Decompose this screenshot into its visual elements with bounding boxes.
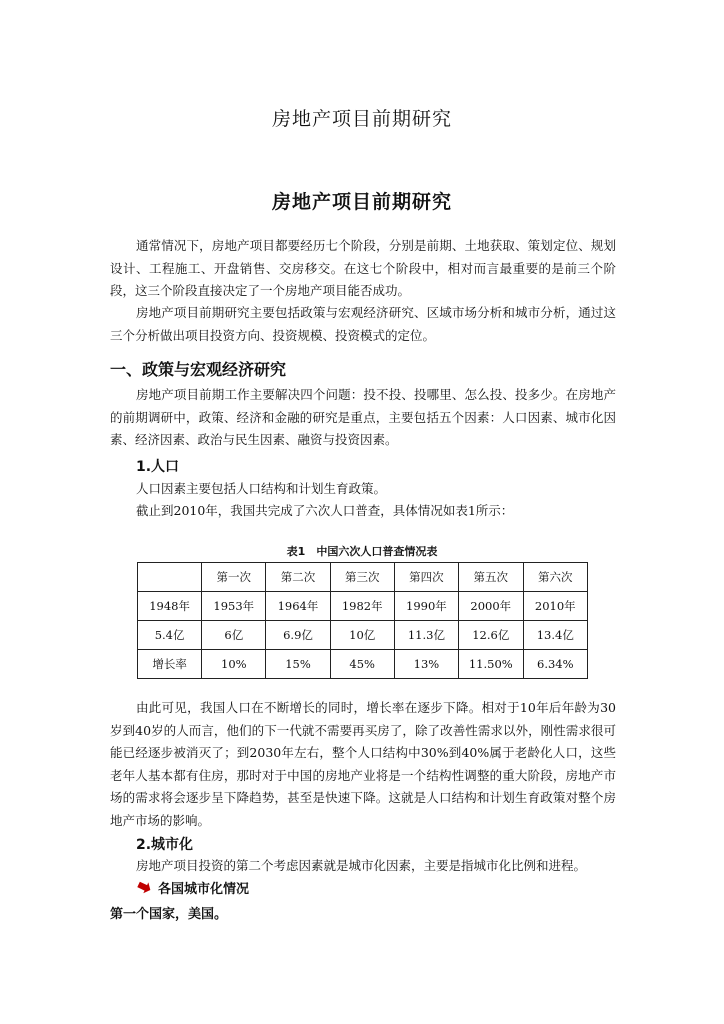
section1-paragraph: 房地产项目前期工作主要解决四个问题：投不投、投哪里、怎么投、投多少。在房地产的前期调研中，政策、经济和金融的研究是重点，主要包括五个因素：人口因素、城市化因素、经济因素、政治与民生因素、融资与投资因素。	[110, 387, 616, 447]
table-cell: 13%	[394, 650, 458, 679]
page-header-title: 房地产项目前期研究	[271, 108, 452, 130]
table-cell: 6.34%	[523, 650, 587, 679]
table-header-row	[138, 563, 588, 592]
table-cell: 第五次	[459, 563, 524, 592]
table-cell: 增长率	[138, 650, 202, 679]
table-cell: 第三次	[330, 563, 394, 592]
population-line-2: 截止到2010年，我国共完成了六次人口普查，具体情况如表1所示：	[136, 503, 514, 518]
document-title: 房地产项目前期研究	[271, 191, 452, 213]
country-heading: 第一个国家，美国。	[110, 907, 228, 922]
population-line-1: 人口因素主要包括人口结构和计划生育政策。	[136, 481, 387, 496]
table-cell	[138, 563, 202, 592]
table-row	[138, 621, 588, 650]
table-cell: 第二次	[266, 563, 330, 592]
section-heading-policy: 一、政策与宏观经济研究	[110, 360, 287, 379]
table-cell: 10%	[202, 650, 266, 679]
subheading-population: 1.人口	[136, 459, 180, 475]
table-cell: 1953年	[202, 592, 266, 621]
table-cell: 1982年	[330, 592, 394, 621]
arrow-bullet-icon	[136, 881, 152, 895]
table-cell: 13.4亿	[523, 621, 587, 650]
intro-paragraph-1: 通常情况下，房地产项目都要经历七个阶段，分别是前期、土地获取、策划定位、规划设计、工程施工、开盘销售、交房移交。在这七个阶段中，相对而言最重要的是前三个阶段，这三个阶段直接决定了一个房地产项目能否成功。	[110, 238, 616, 298]
table-cell: 15%	[266, 650, 330, 679]
table-cell: 11.50%	[459, 650, 524, 679]
table-cell: 12.6亿	[459, 621, 524, 650]
table-cell: 第六次	[523, 563, 587, 592]
table-cell: 1964年	[266, 592, 330, 621]
table-cell: 1948年	[138, 592, 202, 621]
table-cell: 5.4亿	[138, 621, 202, 650]
census-table	[137, 562, 588, 679]
table-cell: 第一次	[202, 563, 266, 592]
table-cell: 6亿	[202, 621, 266, 650]
table-cell: 第四次	[394, 563, 458, 592]
table-cell: 1990年	[394, 592, 458, 621]
bullet-item	[136, 878, 249, 897]
table-caption: 表1 中国六次人口普查情况表	[286, 545, 438, 558]
intro-paragraph-2: 房地产项目前期研究主要包括政策与宏观经济研究、区域市场分析和城市分析，通过这三个分析做出项目投资方向、投资规模、投资模式的定位。	[110, 305, 616, 343]
population-analysis-paragraph: 由此可见，我国人口在不断增长的同时，增长率在逐步下降。相对于10年后年龄为30岁到40岁的人而言，他们的下一代就不需要再买房了，除了改善性需求以外，刚性需求很可能已经逐步被消灭了；到2030年左右，整个人口结构中30%到40%属于老龄化人口，这些老年人基本都有住房，那时对于中国的房地产业将是一个结构性调整的重大阶段，房地产市场的需求将会逐步呈下降趋势，甚至是快速下降。这就是人口结构和计划生育政策对整个房地产市场的影响。	[110, 700, 616, 828]
table-cell: 2010年	[523, 592, 587, 621]
table-row	[138, 592, 588, 621]
table-cell: 6.9亿	[266, 621, 330, 650]
bullet-text: 各国城市化情况	[158, 882, 250, 897]
subheading-urbanization: 2.城市化	[136, 837, 194, 853]
table-cell: 10亿	[330, 621, 394, 650]
table-cell: 2000年	[459, 592, 524, 621]
table-cell: 45%	[330, 650, 394, 679]
urbanization-line-1: 房地产项目投资的第二个考虑因素就是城市化因素，主要是指城市化比例和进程。	[136, 858, 587, 873]
table-cell: 11.3亿	[394, 621, 458, 650]
table-row	[138, 650, 588, 679]
